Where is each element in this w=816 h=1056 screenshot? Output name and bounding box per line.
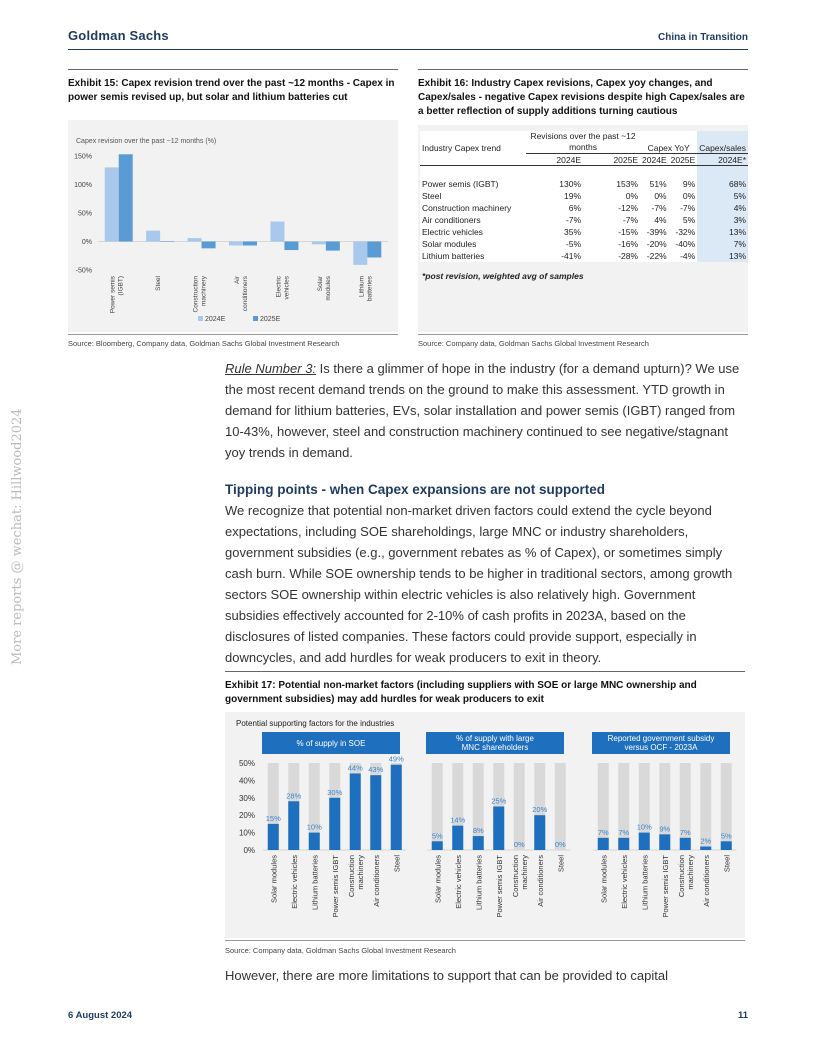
bar-2024E	[229, 242, 243, 246]
x-tick-label: Constructionmachinery	[192, 276, 208, 313]
bar-value	[288, 801, 299, 850]
x-tick-label: Lithium batteries	[474, 855, 484, 911]
brand-name: Goldman Sachs	[68, 28, 169, 43]
exhibit17-bottom-rule	[225, 940, 745, 941]
table-cell: -7%	[622, 214, 639, 225]
bar-2025E	[284, 242, 298, 251]
bar-background	[555, 763, 566, 850]
data-label: 7%	[679, 827, 691, 837]
bar-value	[721, 841, 732, 850]
bar-value	[452, 826, 463, 850]
data-label: 28%	[286, 791, 302, 801]
table-row	[420, 202, 748, 214]
side-watermark: More reports @ wechat: Hillwood2024	[10, 408, 25, 665]
capex-trend-table	[420, 131, 748, 262]
closing-paragraph: However, there are more limitations to support that can be provided to capital	[225, 968, 668, 983]
exhibit15-source: Source: Bloomberg, Company data, Goldman Sachs Global Investment Research	[68, 339, 340, 348]
group-revisions-header: Revisions over the past ~12 months	[526, 131, 640, 154]
x-tick-label: Solar modules	[269, 855, 279, 903]
bar-2024E	[146, 231, 160, 242]
y-tick-label: 0%	[243, 846, 255, 855]
data-label: 10%	[306, 822, 322, 832]
table-cell: 13%	[697, 226, 748, 238]
x-tick-label: Air conditioners	[371, 855, 381, 907]
table-cell: 5%	[682, 214, 696, 225]
capex-revision-chart	[68, 120, 398, 332]
data-label: 49%	[388, 754, 404, 764]
x-tick-label: Electricvehicles	[275, 276, 291, 300]
table-cell: -28%	[618, 250, 639, 261]
table-row	[420, 226, 748, 238]
x-tick-label: Solar modules	[599, 855, 609, 903]
table-row	[420, 190, 748, 202]
data-label: 2%	[700, 836, 712, 846]
footer-date: 6 August 2024	[68, 1010, 133, 1021]
exhibit16-bottom-rule	[418, 334, 748, 335]
bar-2024E	[312, 242, 326, 245]
x-tick-label: Lithium batteries	[640, 855, 650, 911]
x-tick-label: Electric vehicles	[619, 855, 629, 909]
legend-swatch	[198, 316, 203, 321]
data-label: 5%	[720, 831, 732, 841]
bar-value	[700, 847, 711, 850]
bar-background	[598, 763, 609, 850]
header-rule	[68, 49, 748, 50]
bar-value	[680, 838, 691, 850]
rule3-label: Rule Number 3:	[225, 361, 317, 376]
bar-2025E	[119, 154, 133, 241]
bar-value	[350, 773, 361, 850]
exhibit15-top-rule	[68, 69, 398, 70]
exhibit17-title: Exhibit 17: Potential non-market factors (including suppliers with SOE or large MNC ownership and government subsidies) may add hurdles for weak producers to exit	[225, 680, 697, 705]
data-label: 0%	[513, 840, 525, 849]
sub-header: 2025E	[613, 154, 639, 165]
table-cell: 9%	[682, 178, 696, 189]
x-tick-label: Power semis(IGBT)	[109, 276, 125, 314]
bar-2024E	[270, 222, 284, 242]
data-label: 5%	[431, 831, 443, 841]
exhibit16-title: Exhibit 16: Industry Capex revisions, Capex yoy changes, and Capex/sales - negative Capex revisions despite high Capex/sales are a better reflection of supply additions turning cautious	[418, 78, 745, 117]
x-tick-label: Power semis IGBT	[494, 855, 504, 918]
page-number: 11	[737, 1010, 748, 1021]
x-tick-label: Airconditioners	[234, 276, 249, 312]
panel-header-label: % of supply in SOE	[296, 739, 366, 748]
row-label: Steel	[422, 190, 442, 201]
table-cell: 0%	[682, 190, 696, 201]
y-tick-label: 40%	[238, 776, 255, 786]
legend-swatch	[253, 316, 258, 321]
table-cell: 5%	[697, 190, 748, 202]
table-cell: -22%	[646, 250, 667, 261]
data-label: 9%	[659, 824, 671, 834]
x-tick-label: Steel	[556, 855, 566, 873]
bar-value	[432, 841, 443, 850]
supporting-factors-chart	[225, 712, 745, 938]
table-cell: -41%	[561, 250, 582, 261]
section-paragraph: We recognize that potential non-market driven factors could extend the cycle beyond expectations, including SOE shareholdings, large MNC or industry shareholders, government subsidies (e.g., government rebates as % of Capex), or sometimes simply cash burn. While SOE ownership tends to be higher in traditional sectors, among growth sectors SOE ownership within electric vehicles is also relatively high. Government subsidies effectively accounted for 2-10% of cash profits in 2023A, based on the disclosures of listed companies. These factors could provide support, especially in downcycles, and add hurdles for weak producers to exit in theory.	[225, 503, 733, 665]
data-label: 0%	[554, 840, 566, 849]
x-tick-label: Constructionmachinery	[346, 855, 365, 898]
bar-2024E	[105, 167, 119, 241]
bar-2025E	[367, 242, 381, 258]
bar-value	[534, 815, 545, 850]
exhibit17-chart-panel	[225, 712, 745, 938]
row-label: Power semis (IGBT)	[422, 178, 499, 189]
table-cell: 35%	[564, 226, 582, 237]
y-tick-label: 10%	[238, 828, 255, 838]
panel-header-label: % of supply with large MNC shareholders	[456, 734, 534, 752]
bar-value	[370, 775, 381, 850]
bar-2024E	[353, 242, 367, 265]
table-cell: 13%	[697, 250, 748, 262]
table-cell: 130%	[559, 178, 582, 189]
table-cell: 19%	[564, 190, 582, 201]
table-cell: -16%	[618, 238, 639, 249]
y-tick-label: 20%	[238, 811, 255, 821]
sub-header: 2025E	[670, 154, 696, 165]
exhibit16-top-rule	[418, 69, 748, 70]
table-cell: 0%	[654, 190, 667, 201]
row-label: Air conditioners	[422, 214, 481, 225]
table-cell: 153%	[616, 178, 639, 189]
data-label: 44%	[347, 763, 363, 773]
bar-value	[268, 824, 279, 850]
table-cell: 51%	[649, 178, 667, 189]
y-tick-label: 50%	[238, 759, 255, 768]
table-row	[420, 250, 748, 262]
y-tick-label: 50%	[77, 210, 92, 218]
table-cell: -7%	[680, 202, 696, 213]
table-cell: -32%	[675, 226, 696, 237]
x-tick-label: Lithiumbatteries	[358, 276, 374, 301]
bar-2025E	[202, 242, 216, 249]
row-label: Construction machinery	[422, 202, 512, 213]
legend-label: 2024E	[205, 316, 226, 323]
x-tick-label: Steel	[722, 855, 732, 873]
exhibit15-title: Exhibit 15: Capex revision trend over the past ~12 months - Capex in power semis revised up, but solar and lithium batteries cut	[68, 78, 395, 103]
exhibit15-chart-panel	[68, 120, 398, 332]
data-label: 8%	[472, 826, 484, 836]
data-label: 7%	[597, 827, 609, 837]
sub-header: 2024E	[642, 154, 667, 165]
legend-label: 2025E	[260, 316, 281, 323]
chart-title: Potential supporting factors for the industries	[236, 719, 395, 728]
row-label: Electric vehicles	[422, 226, 483, 237]
table-cell: -12%	[618, 202, 639, 213]
data-label: 43%	[368, 765, 384, 775]
bar-background	[680, 763, 691, 850]
y-tick-label: 150%	[74, 153, 92, 161]
data-label: 25%	[491, 796, 507, 806]
table-cell: -39%	[646, 226, 667, 237]
table-row	[420, 214, 748, 226]
data-label: 30%	[327, 787, 343, 797]
x-tick-label: Solarmodules	[316, 276, 332, 301]
row-label: Solar modules	[422, 238, 477, 249]
panel-header-label: Reported government subsidy versus OCF - 2023A	[607, 734, 715, 752]
bar-value	[329, 798, 340, 850]
table-cell: -7%	[565, 214, 582, 225]
table-cell: 3%	[697, 214, 748, 226]
x-tick-label: Solar modules	[433, 855, 443, 903]
y-tick-label: 0%	[81, 239, 92, 246]
bar-value	[391, 765, 402, 850]
bar-value	[309, 833, 320, 850]
sub-header: 2024E*	[697, 154, 748, 166]
x-tick-label: Air conditioners	[701, 855, 711, 907]
bar-background	[514, 763, 525, 850]
bar-background	[618, 763, 629, 850]
x-tick-label: Steel	[155, 276, 163, 291]
x-tick-label: Air conditioners	[535, 855, 545, 907]
bar-value	[493, 807, 504, 851]
sub-header: 2024E	[556, 154, 582, 165]
y-tick-label: 30%	[238, 793, 255, 803]
data-label: 7%	[618, 827, 630, 837]
table-cell: 0%	[625, 190, 639, 201]
chart-title: Capex revision over the past ~12 months (%)	[76, 138, 217, 145]
table-cell: -4%	[680, 250, 696, 261]
x-tick-label: Power semis IGBT	[660, 855, 670, 918]
data-label: 10%	[636, 822, 652, 832]
x-tick-label: Constructionmachinery	[676, 855, 695, 898]
table-footnote: *post revision, weighted avg of samples	[422, 271, 584, 281]
bar-2024E	[188, 238, 202, 241]
exhibit16-table-panel	[418, 125, 748, 332]
x-tick-label: Power semis IGBT	[330, 855, 340, 918]
bar-value	[639, 833, 650, 850]
table-cell: -15%	[618, 226, 639, 237]
report-title: China in Transition	[657, 32, 748, 43]
table-cell: -7%	[651, 202, 667, 213]
table-cell: -5%	[565, 238, 582, 249]
group-yoy-header: Capex YoY	[640, 131, 697, 154]
bar-2025E	[243, 242, 257, 246]
rule3-text: Is there a glimmer of hope in the industry (for a demand upturn)? We use the most recent demand trends on the ground to make this assessment. YTD growth in demand for lithium batteries, EVs, solar installation and power semis (IGBT) ranged from 10-43%, however, steel and construction machinery continued to see negative/stagnant yoy trends in demand.	[225, 361, 740, 460]
x-tick-label: Lithium batteries	[310, 855, 320, 911]
y-tick-label: 100%	[74, 182, 92, 189]
table-row	[420, 238, 748, 250]
table-cell: -40%	[675, 238, 696, 249]
table-row-header: Industry Capex trend	[422, 143, 501, 153]
table-cell: 7%	[697, 238, 748, 250]
table-cell: 4%	[697, 202, 748, 214]
bar-2025E	[326, 242, 340, 251]
data-label: 20%	[532, 805, 548, 815]
exhibit17-source: Source: Company data, Goldman Sachs Global Investment Research	[225, 946, 456, 955]
table-cell: 4%	[654, 214, 667, 225]
bar-value	[598, 838, 609, 850]
y-tick-label: -50%	[75, 267, 92, 275]
section-title: Tipping points - when Capex expansions are not supported	[225, 482, 606, 497]
table-row	[420, 178, 748, 190]
bar-value	[659, 834, 670, 850]
bar-value	[473, 836, 484, 850]
bar-value	[618, 838, 629, 850]
table-cell: 6%	[568, 202, 582, 213]
group-capex-sales-header: Capex/sales	[697, 131, 748, 154]
exhibit16-source: Source: Company data, Goldman Sachs Global Investment Research	[418, 339, 649, 348]
table-cell: 68%	[697, 178, 748, 190]
data-label: 15%	[265, 813, 281, 823]
exhibit17-top-rule	[225, 671, 745, 672]
exhibit15-bottom-rule	[68, 334, 398, 335]
table-cell: -20%	[646, 238, 667, 249]
bar-2025E	[160, 242, 174, 243]
x-tick-label: Steel	[392, 855, 402, 873]
data-label: 14%	[450, 815, 466, 825]
x-tick-label: Electric vehicles	[289, 855, 299, 909]
rule3-paragraph	[225, 358, 745, 463]
x-tick-label: Electric vehicles	[453, 855, 463, 909]
x-tick-label: Constructionmachinery	[510, 855, 529, 898]
row-label: Lithium batteries	[422, 250, 485, 261]
